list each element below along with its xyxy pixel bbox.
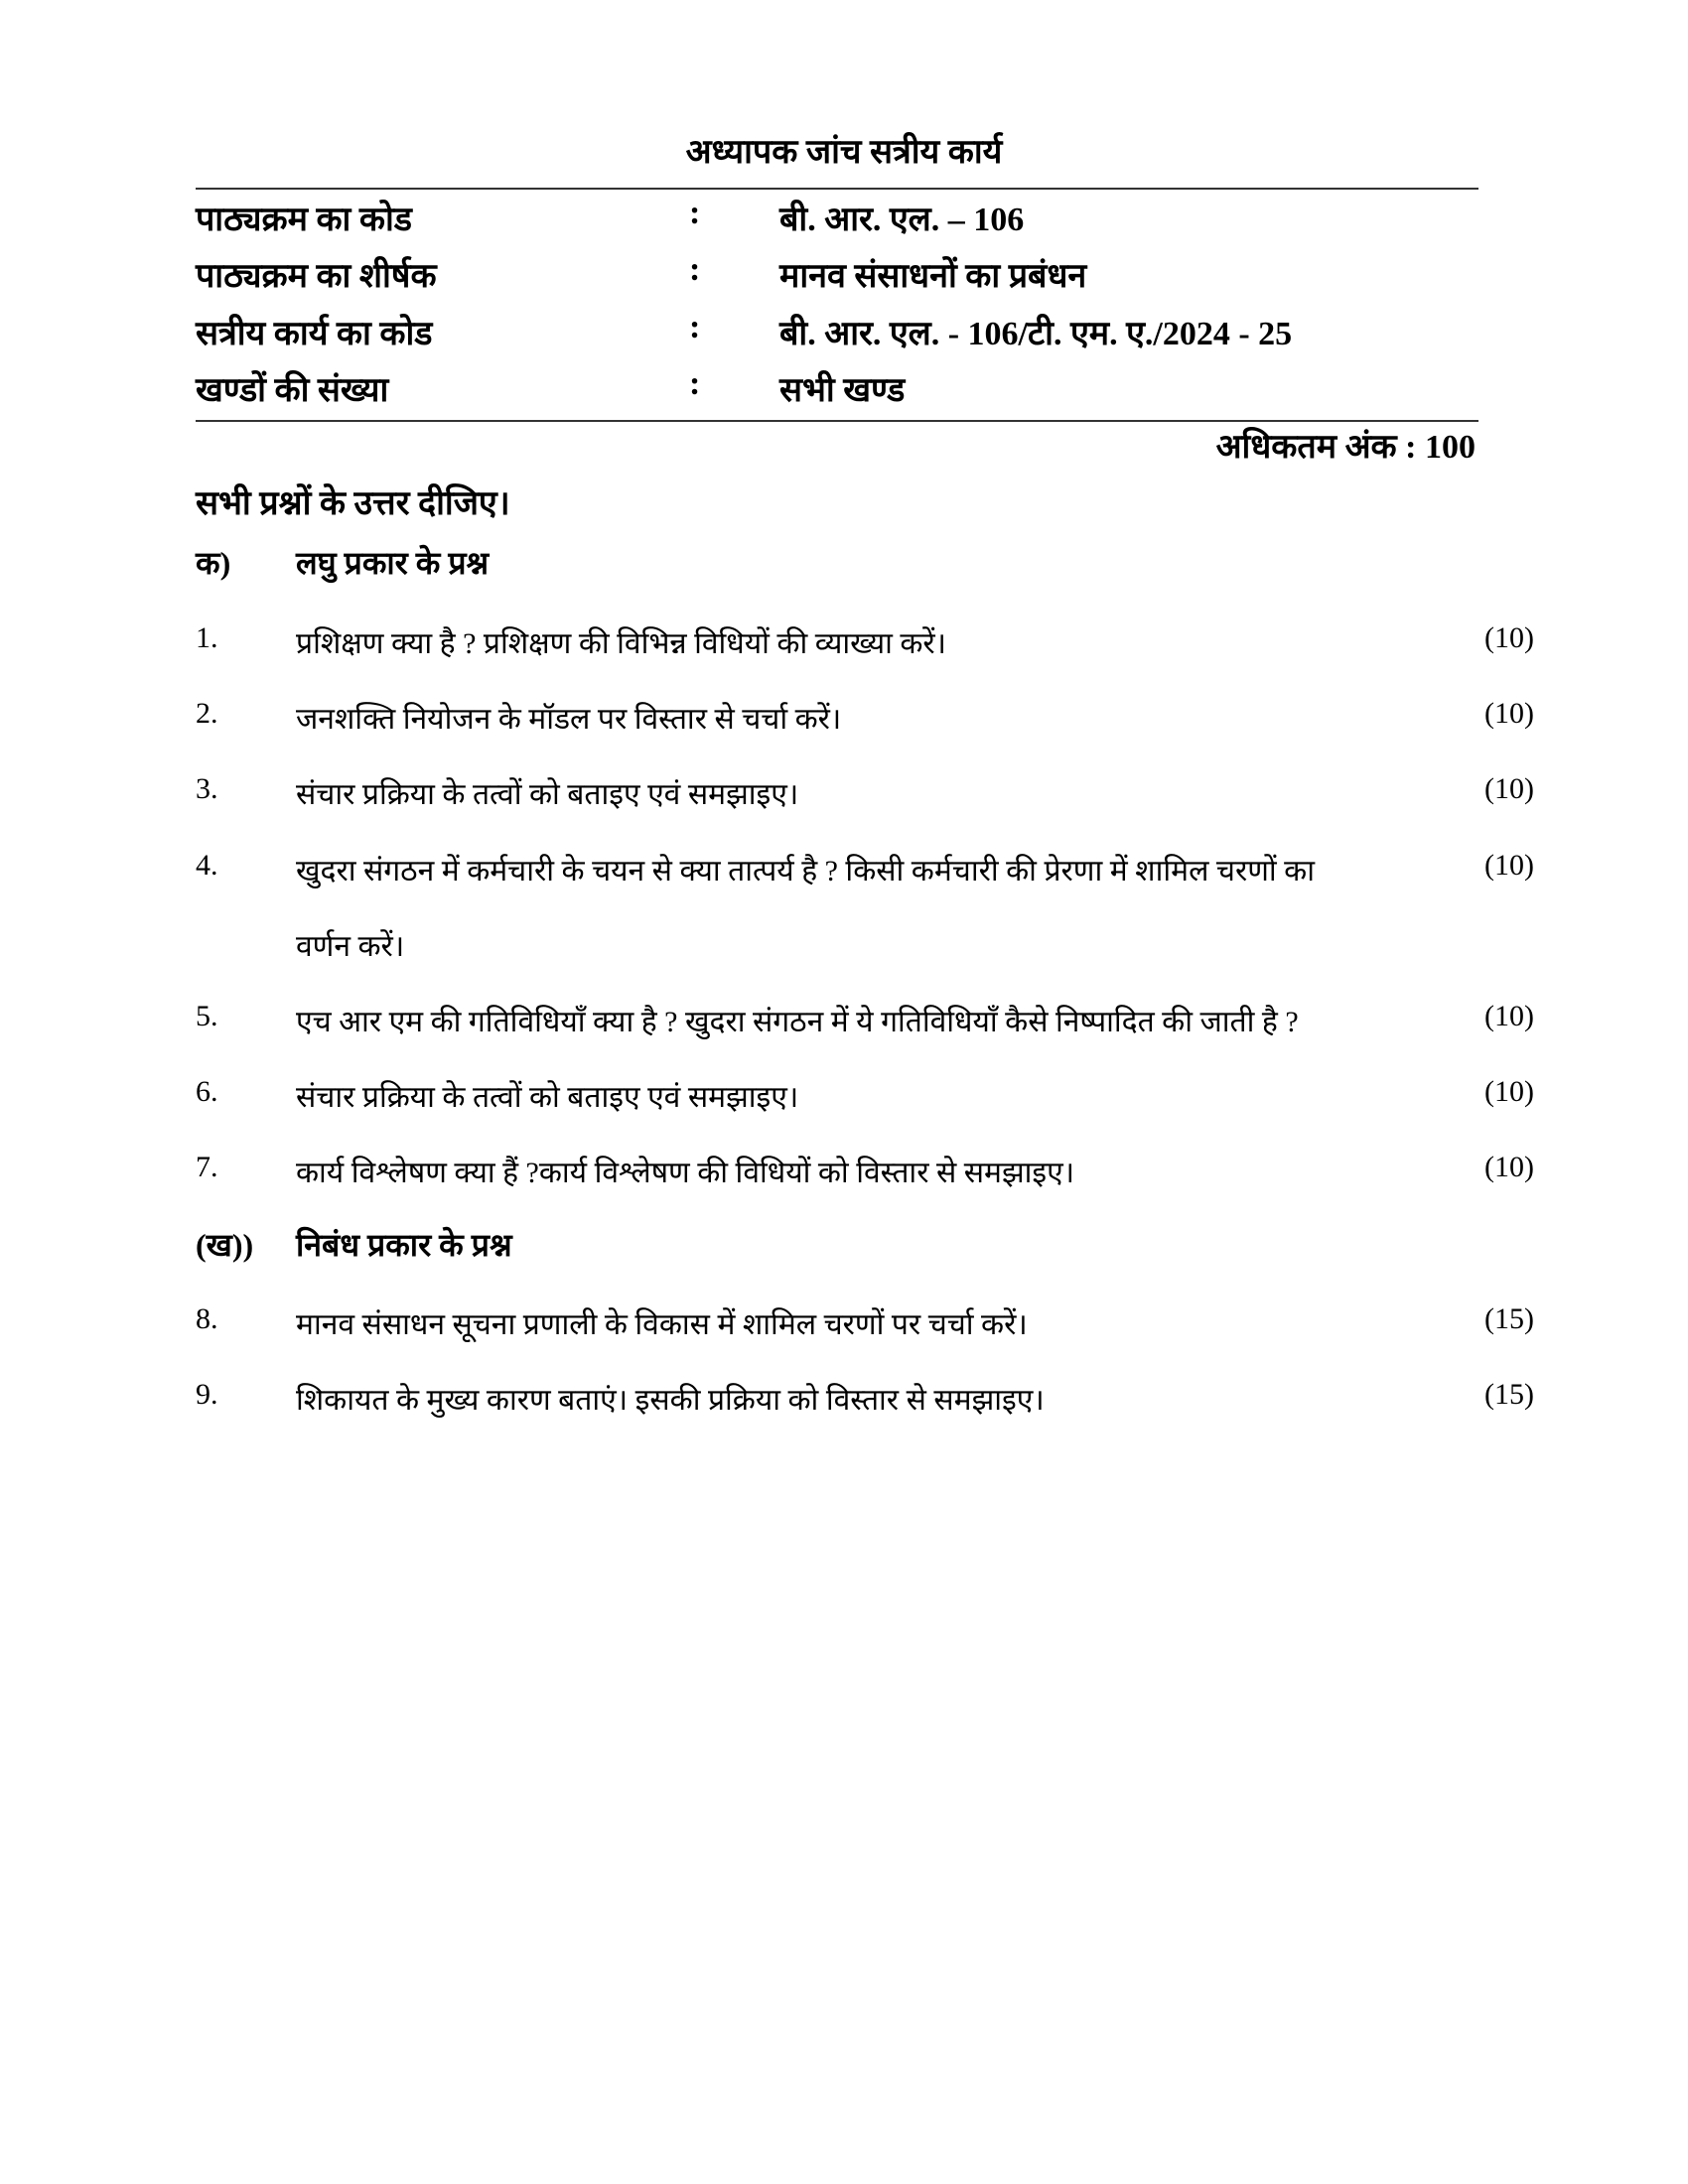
meta-value-course-code: बी. आर. एल. – 106 bbox=[779, 202, 1025, 238]
meta-colon: : bbox=[689, 365, 701, 402]
max-marks: अधिकतम अंक : 100 bbox=[1215, 429, 1476, 466]
question-text: संचार प्रक्रिया के तत्वों को बताइए एवं समझाइए। bbox=[296, 1081, 799, 1114]
meta-value-course-title: मानव संसाधनों का प्रबंधन bbox=[779, 258, 1087, 295]
question-text-continued: वर्णन करें। bbox=[296, 930, 405, 963]
question-marks: (10) bbox=[1484, 621, 1534, 654]
question-marks: (10) bbox=[1484, 697, 1534, 730]
meta-value-assignment-code: बी. आर. एल. - 106/टी. एम. ए./2024 - 25 bbox=[779, 316, 1293, 352]
question-text: खुदरा संगठन में कर्मचारी के चयन से क्या तात्पर्य है ? किसी कर्मचारी की प्रेरणा में शामिल चरणों का bbox=[296, 855, 1315, 887]
meta-label-course-title: पाठ्यक्रम का शीर्षक bbox=[196, 258, 437, 295]
question-text: शिकायत के मुख्य कारण बताएं। इसकी प्रक्रिया को विस्तार से समझाइए। bbox=[296, 1384, 1045, 1417]
question-marks: (15) bbox=[1484, 1302, 1534, 1335]
question-text: मानव संसाधन सूचना प्रणाली के विकास में शामिल चरणों पर चर्चा करें। bbox=[296, 1308, 1028, 1341]
question-marks: (10) bbox=[1484, 1151, 1534, 1183]
question-marks: (10) bbox=[1484, 849, 1534, 882]
question-marks: (10) bbox=[1484, 1075, 1534, 1108]
question-text: संचार प्रक्रिया के तत्वों को बताइए एवं समझाइए। bbox=[296, 778, 799, 811]
meta-colon: : bbox=[689, 251, 701, 288]
document-title: अध्यापक जांच सत्रीय कार्य bbox=[685, 134, 1003, 171]
question-number: 2. bbox=[196, 697, 218, 730]
question-text: एच आर एम की गतिविधियाँ क्या है ? खुदरा संगठन में ये गतिविधियाँ कैसे निष्पादित की जाती है ? bbox=[296, 1006, 1299, 1038]
question-text: प्रशिक्षण क्या है ? प्रशिक्षण की विभिन्न विधियों की व्याख्या करें। bbox=[296, 627, 947, 660]
meta-label-blocks: खण्डों की संख्या bbox=[196, 372, 389, 409]
section-a-title: लघु प्रकार के प्रश्न bbox=[296, 545, 490, 581]
section-a-label: क) bbox=[196, 545, 231, 581]
question-marks: (15) bbox=[1484, 1378, 1534, 1411]
question-number: 3. bbox=[196, 772, 218, 805]
meta-label-assignment-code: सत्रीय कार्य का कोड bbox=[196, 316, 433, 352]
top-divider bbox=[196, 188, 1478, 190]
question-number: 6. bbox=[196, 1075, 218, 1108]
question-number: 9. bbox=[196, 1378, 218, 1411]
question-number: 8. bbox=[196, 1302, 218, 1335]
meta-value-blocks: सभी खण्ड bbox=[779, 372, 906, 409]
question-number: 7. bbox=[196, 1151, 218, 1183]
question-number: 5. bbox=[196, 1000, 218, 1032]
question-marks: (10) bbox=[1484, 1000, 1534, 1032]
meta-colon: : bbox=[689, 309, 701, 345]
question-number: 4. bbox=[196, 849, 218, 882]
section-b-title: निबंध प्रकार के प्रश्न bbox=[296, 1227, 512, 1263]
question-number: 1. bbox=[196, 621, 218, 654]
meta-label-course-code: पाठ्यक्रम का कोड bbox=[196, 202, 412, 238]
question-text: जनशक्ति नियोजन के मॉडल पर विस्तार से चर्चा करें। bbox=[296, 703, 842, 736]
question-marks: (10) bbox=[1484, 772, 1534, 805]
meta-colon: : bbox=[689, 195, 701, 231]
section-b-label: (ख)) bbox=[196, 1227, 254, 1263]
question-text: कार्य विश्लेषण क्या हैं ?कार्य विश्लेषण की विधियों को विस्तार से समझाइए। bbox=[296, 1157, 1075, 1189]
instruction: सभी प्रश्नों के उत्तर दीजिए। bbox=[196, 485, 510, 522]
